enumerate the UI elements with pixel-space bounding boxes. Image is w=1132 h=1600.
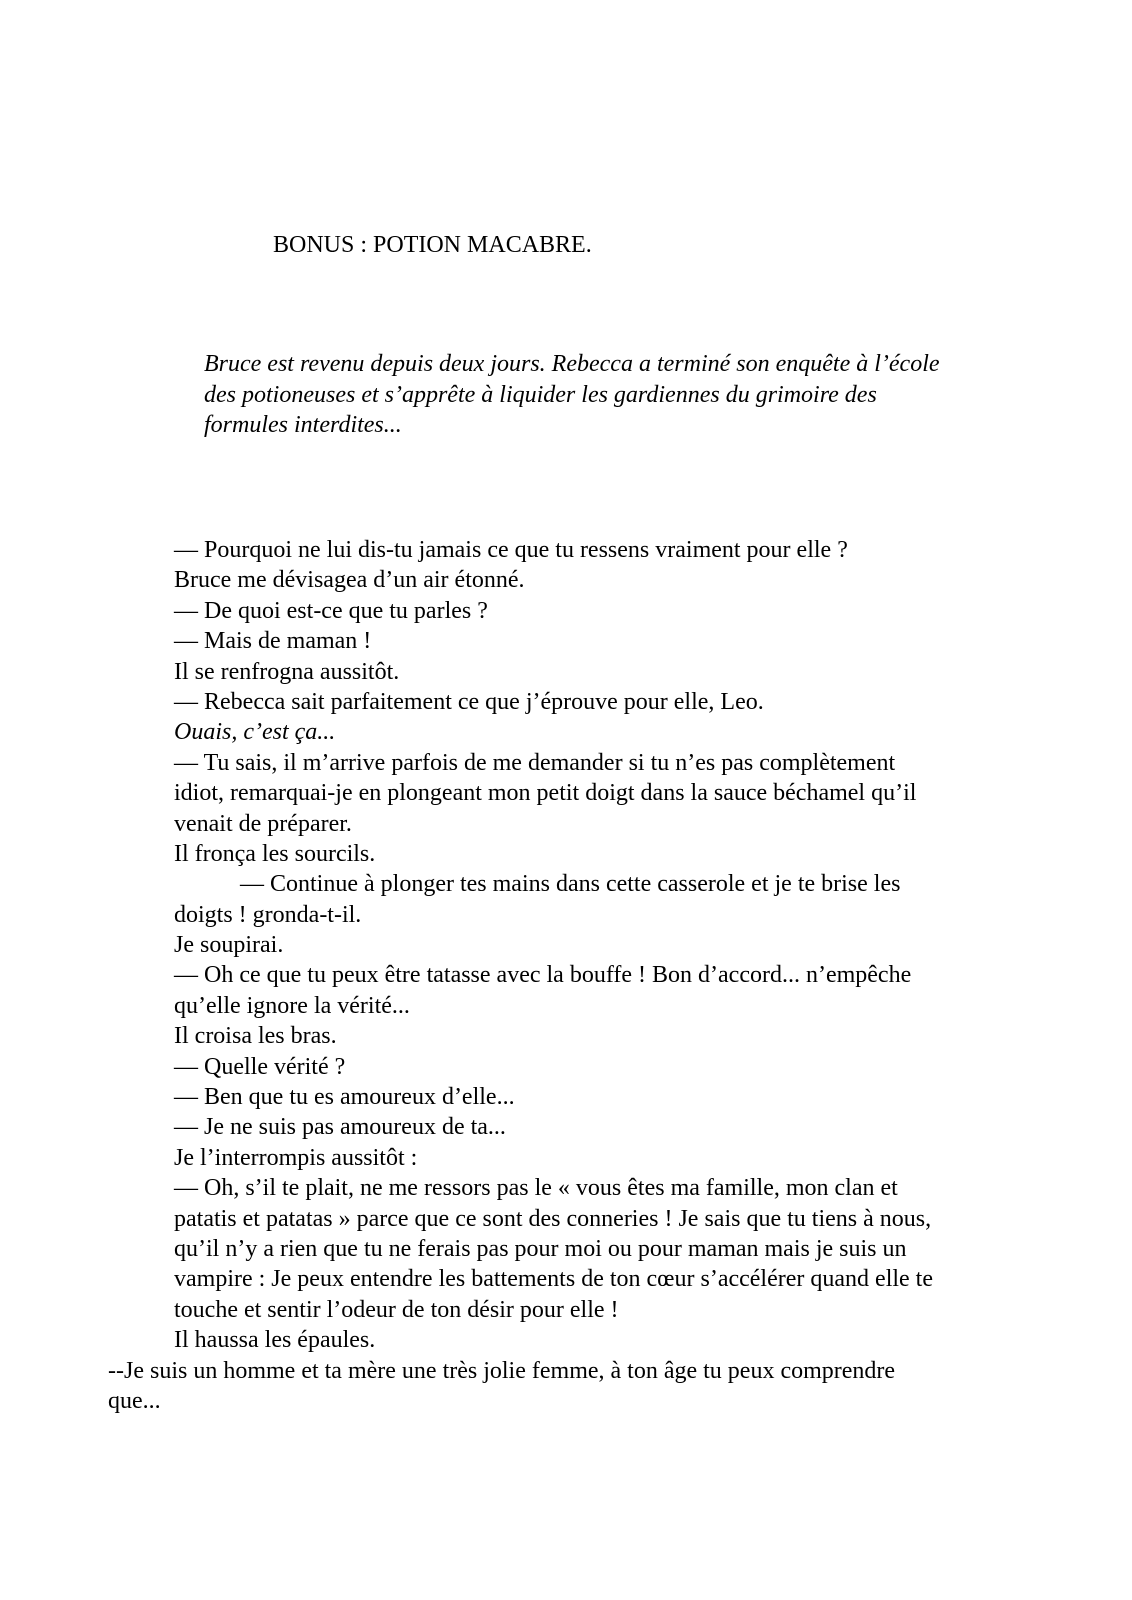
text-line: idiot, remarquai-je en plongeant mon petit doigt dans la sauce béchamel qu’il xyxy=(174,780,917,807)
text-line: venait de préparer. xyxy=(174,810,352,837)
text-line: — Pourquoi ne lui dis-tu jamais ce que tu ressens vraiment pour elle ? xyxy=(174,537,848,563)
text-line: Il se renfrogna aussitôt. xyxy=(174,658,400,685)
text-line: Il fronça les sourcils. xyxy=(174,840,376,867)
text-line: touche et sentir l’odeur de ton désir pour elle ! xyxy=(174,1296,619,1323)
text-line: — Ben que tu es amoureux d’elle... xyxy=(174,1084,515,1111)
story-text xyxy=(0,535,1132,1416)
text-line: Je soupirai. xyxy=(174,932,284,959)
text-line: — De quoi est-ce que tu parles ? xyxy=(174,597,488,624)
text-line: — Mais de maman ! xyxy=(174,628,372,655)
intro-line: Bruce est revenu depuis deux jours. Rebecca a terminé son enquête à l’école xyxy=(204,351,940,377)
text-line: doigts ! gronda-t-il. xyxy=(174,901,362,928)
text-line: Il croisa les bras. xyxy=(174,1023,337,1050)
text-line: — Quelle vérité ? xyxy=(174,1053,346,1080)
text-line: Bruce me dévisagea d’un air étonné. xyxy=(174,567,525,594)
intro-line: formules interdites... xyxy=(204,412,402,438)
text-line: --Je suis un homme et ta mère une très jolie femme, à ton âge tu peux comprendre xyxy=(108,1357,896,1384)
text-line: — Je ne suis pas amoureux de ta... xyxy=(174,1114,506,1141)
text-line: que... xyxy=(108,1387,161,1414)
text-line: — Rebecca sait parfaitement ce que j’éprouve pour elle, Leo. xyxy=(174,688,764,715)
text-line: — Oh ce que tu peux être tatasse avec la bouffe ! Bon d’accord... n’empêche xyxy=(174,962,912,989)
text-line-thought: Ouais, c’est ça... xyxy=(174,719,336,746)
chapter-intro xyxy=(204,349,1034,441)
text-line: — Tu sais, il m’arrive parfois de me demander si tu n’es pas complètement xyxy=(174,749,896,776)
text-line: — Continue à plonger tes mains dans cette casserole et je te brise les xyxy=(240,871,901,898)
text-line: vampire : Je peux entendre les battements de ton cœur s’accélérer quand elle te xyxy=(174,1266,933,1293)
intro-line: des potioneuses et s’apprête à liquider les gardiennes du grimoire des xyxy=(204,381,877,408)
text-line: Je l’interrompis aussitôt : xyxy=(174,1144,418,1171)
text-line: Il haussa les épaules. xyxy=(174,1327,376,1354)
text-line: qu’elle ignore la vérité... xyxy=(174,992,410,1019)
chapter-title: BONUS : POTION MACABRE. xyxy=(273,232,592,258)
text-line: patatis et patatas » parce que ce sont des conneries ! Je sais que tu tiens à nous, xyxy=(174,1205,932,1232)
text-line: qu’il n’y a rien que tu ne ferais pas pour moi ou pour maman mais je suis un xyxy=(174,1235,907,1262)
text-line: — Oh, s’il te plait, ne me ressors pas le « vous êtes ma famille, mon clan et xyxy=(174,1175,898,1202)
